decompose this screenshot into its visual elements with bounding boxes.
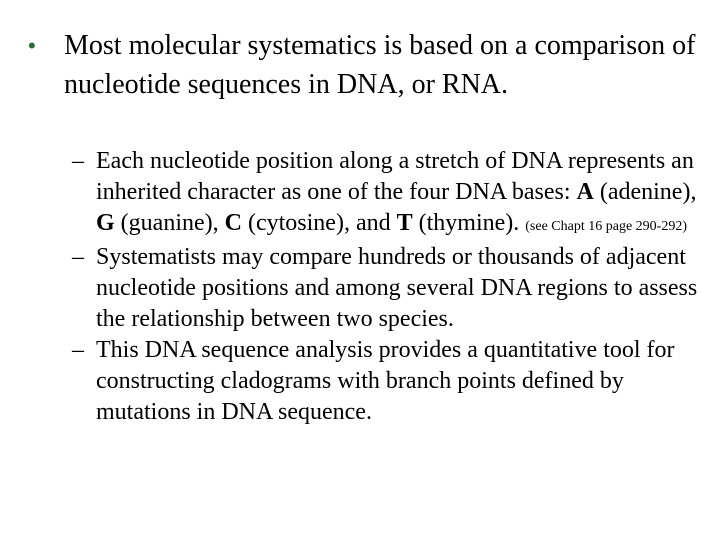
sub-bullet-text-part: (guanine), (114, 210, 225, 236)
sub-bullet-text-part: Each nucleotide position along a stretch of DNA represents an inherited character as one of the four DNA bases: (96, 148, 694, 205)
main-bullet (28, 26, 698, 104)
sub-bullet-dash: – (72, 244, 84, 270)
sub-bullet-text-part: (thymine). (412, 210, 526, 236)
sub-bullet-list (72, 146, 702, 428)
main-bullet-text: Most molecular systematics is based on a comparison of nucleotide sequences in DNA, or RNA. (64, 30, 696, 100)
base-t-label: T (396, 210, 413, 236)
base-a-label: A (576, 179, 594, 205)
sub-bullet-text-part: (adenine), (593, 179, 697, 205)
bullet-marker: • (28, 33, 36, 58)
sub-bullet-text: This DNA sequence analysis provides a quantitative tool for constructing cladograms with branch points defined by mutations in DNA sequence. (96, 337, 675, 425)
chapter-reference-note: (see Chapt 16 page 290-292) (525, 219, 687, 234)
sub-bullet-text-part: (cytosine), and (241, 210, 397, 236)
base-g-label: G (96, 210, 115, 236)
sub-bullet-dna-bases (72, 146, 702, 242)
sub-bullet-dash: – (72, 148, 84, 174)
sub-bullet-sequence-analysis (72, 335, 702, 428)
base-c-label: C (224, 210, 242, 236)
sub-bullet-systematists (72, 242, 702, 335)
sub-bullet-dash: – (72, 337, 84, 363)
sub-bullet-text: Systematists may compare hundreds or thousands of adjacent nucleotide positions and among several DNA regions to assess the relationship between two species. (96, 244, 698, 332)
